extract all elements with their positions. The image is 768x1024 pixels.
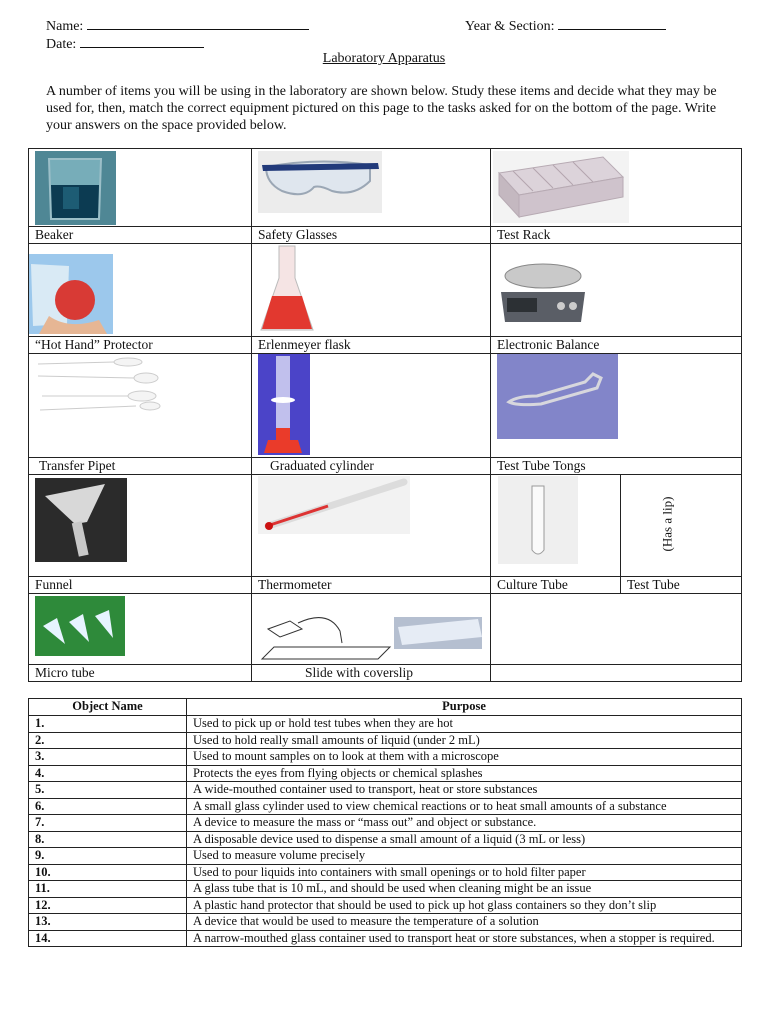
- erlenmeyer-flask-image: [259, 244, 315, 336]
- purpose-cell: Used to hold really small amounts of liquid (under 2 mL): [187, 732, 742, 749]
- purpose-cell: A device that would be used to measure the temperature of a solution: [187, 914, 742, 931]
- table-row: [29, 798, 742, 815]
- purpose-header: Purpose: [187, 699, 742, 716]
- grid-line: [28, 226, 742, 227]
- purpose-cell: Used to mount samples on to look at them with a microscope: [187, 749, 742, 766]
- balance-label: Electronic Balance: [497, 337, 600, 352]
- purpose-cell: A device to measure the mass or “mass out” and object or substance.: [187, 815, 742, 832]
- table-row: [29, 732, 742, 749]
- answer-cell[interactable]: 14.: [29, 930, 187, 947]
- table-row: [29, 716, 742, 733]
- grid-line: [490, 148, 491, 682]
- matching-table: [28, 698, 742, 947]
- purpose-cell: A glass tube that is 10 mL, and should be used when cleaning might be an issue: [187, 881, 742, 898]
- object-name-header: Object Name: [29, 699, 187, 716]
- answer-cell[interactable]: 3.: [29, 749, 187, 766]
- beaker-image: [35, 151, 116, 225]
- year-section-field[interactable]: [465, 17, 666, 35]
- purpose-cell: A plastic hand protector that should be used to pick up hot glass containers so they don’t slip: [187, 897, 742, 914]
- grid-line: [620, 474, 621, 593]
- table-row: [29, 782, 742, 799]
- table-row: [29, 864, 742, 881]
- test-tube-label: Test Tube: [627, 577, 680, 592]
- table-row: [29, 930, 742, 947]
- purpose-cell: Used to measure volume precisely: [187, 848, 742, 865]
- grid-line: [28, 593, 742, 594]
- graduated-cylinder-image: [258, 354, 310, 455]
- table-row: [29, 815, 742, 832]
- micro-tube-image: [35, 596, 125, 656]
- purpose-cell: A disposable device used to dispense a small amount of a liquid (3 mL or less): [187, 831, 742, 848]
- table-row: [29, 848, 742, 865]
- name-label: Name:: [46, 19, 84, 34]
- culture-tube-label: Culture Tube: [497, 577, 568, 592]
- pipet-label: Transfer Pipet: [39, 458, 116, 473]
- electronic-balance-image: [497, 256, 589, 330]
- safety-glasses-label: Safety Glasses: [258, 227, 338, 242]
- grid-line: [28, 474, 742, 475]
- has-lip-note: (Has a lip): [659, 496, 675, 552]
- answer-cell[interactable]: 13.: [29, 914, 187, 931]
- name-field[interactable]: [46, 17, 309, 35]
- funnel-label: Funnel: [35, 577, 73, 592]
- test-rack-image: [493, 151, 629, 223]
- date-blank[interactable]: [80, 35, 204, 48]
- funnel-image: [35, 478, 127, 562]
- purpose-cell: A wide-mouthed container used to transport, heat or store substances: [187, 782, 742, 799]
- answer-cell[interactable]: 11.: [29, 881, 187, 898]
- slide-label: Slide with coverslip: [305, 665, 413, 680]
- answer-cell[interactable]: 9.: [29, 848, 187, 865]
- slide-coverslip-image: [258, 607, 490, 662]
- table-row: [29, 831, 742, 848]
- purpose-cell: A small glass cylinder used to view chemical reactions or to heat small amounts of a substance: [187, 798, 742, 815]
- answer-cell[interactable]: 6.: [29, 798, 187, 815]
- table-row: [29, 749, 742, 766]
- table-row: [29, 914, 742, 931]
- table-row: [29, 881, 742, 898]
- answer-cell[interactable]: 2.: [29, 732, 187, 749]
- erlenmeyer-label: Erlenmeyer flask: [258, 337, 351, 352]
- answer-cell[interactable]: 8.: [29, 831, 187, 848]
- micro-tube-label: Micro tube: [35, 665, 95, 680]
- purpose-cell: Used to pick up or hold test tubes when they are hot: [187, 716, 742, 733]
- table-row: [29, 897, 742, 914]
- answer-cell[interactable]: 10.: [29, 864, 187, 881]
- thermometer-image: [258, 476, 410, 534]
- hot-hand-protector-image: [29, 254, 113, 334]
- name-blank[interactable]: [87, 17, 309, 30]
- graduated-label: Graduated cylinder: [270, 458, 374, 473]
- grid-line: [28, 243, 742, 244]
- answer-cell[interactable]: 12.: [29, 897, 187, 914]
- year-section-label: Year & Section:: [465, 19, 555, 34]
- grid-line: [28, 353, 742, 354]
- table-row: [29, 765, 742, 782]
- purpose-cell: A narrow-mouthed glass container used to transport heat or store substances, when a stopper is required.: [187, 930, 742, 947]
- thermometer-label: Thermometer: [258, 577, 332, 592]
- culture-tube-image: [498, 476, 578, 564]
- transfer-pipet-image: [34, 356, 162, 420]
- grid-line: [251, 148, 252, 682]
- answer-cell[interactable]: 5.: [29, 782, 187, 799]
- year-section-blank[interactable]: [558, 17, 666, 30]
- beaker-label: Beaker: [35, 227, 74, 242]
- grid-line: [28, 457, 742, 458]
- page-title: Laboratory Apparatus: [322, 51, 446, 66]
- date-label: Date:: [46, 37, 77, 52]
- test-tube-tongs-image: [497, 354, 618, 439]
- answer-cell[interactable]: 7.: [29, 815, 187, 832]
- safety-glasses-image: [258, 151, 382, 213]
- test-rack-label: Test Rack: [497, 227, 551, 242]
- hot-hand-label: “Hot Hand” Protector: [35, 337, 153, 352]
- table-header-row: [29, 699, 742, 716]
- answer-cell[interactable]: 4.: [29, 765, 187, 782]
- instructions-paragraph: A number of items you will be using in the laboratory are shown below. Study these items and decide what they may be used for, then, match the correct equipment pictured on this page to the tasks asked for on the bottom of the page. Write your answers on the space provided below.: [46, 84, 717, 133]
- tongs-label: Test Tube Tongs: [497, 458, 586, 473]
- purpose-cell: Used to pour liquids into containers with small openings or to hold filter paper: [187, 864, 742, 881]
- answer-cell[interactable]: 1.: [29, 716, 187, 733]
- purpose-cell: Protects the eyes from flying objects or chemical splashes: [187, 765, 742, 782]
